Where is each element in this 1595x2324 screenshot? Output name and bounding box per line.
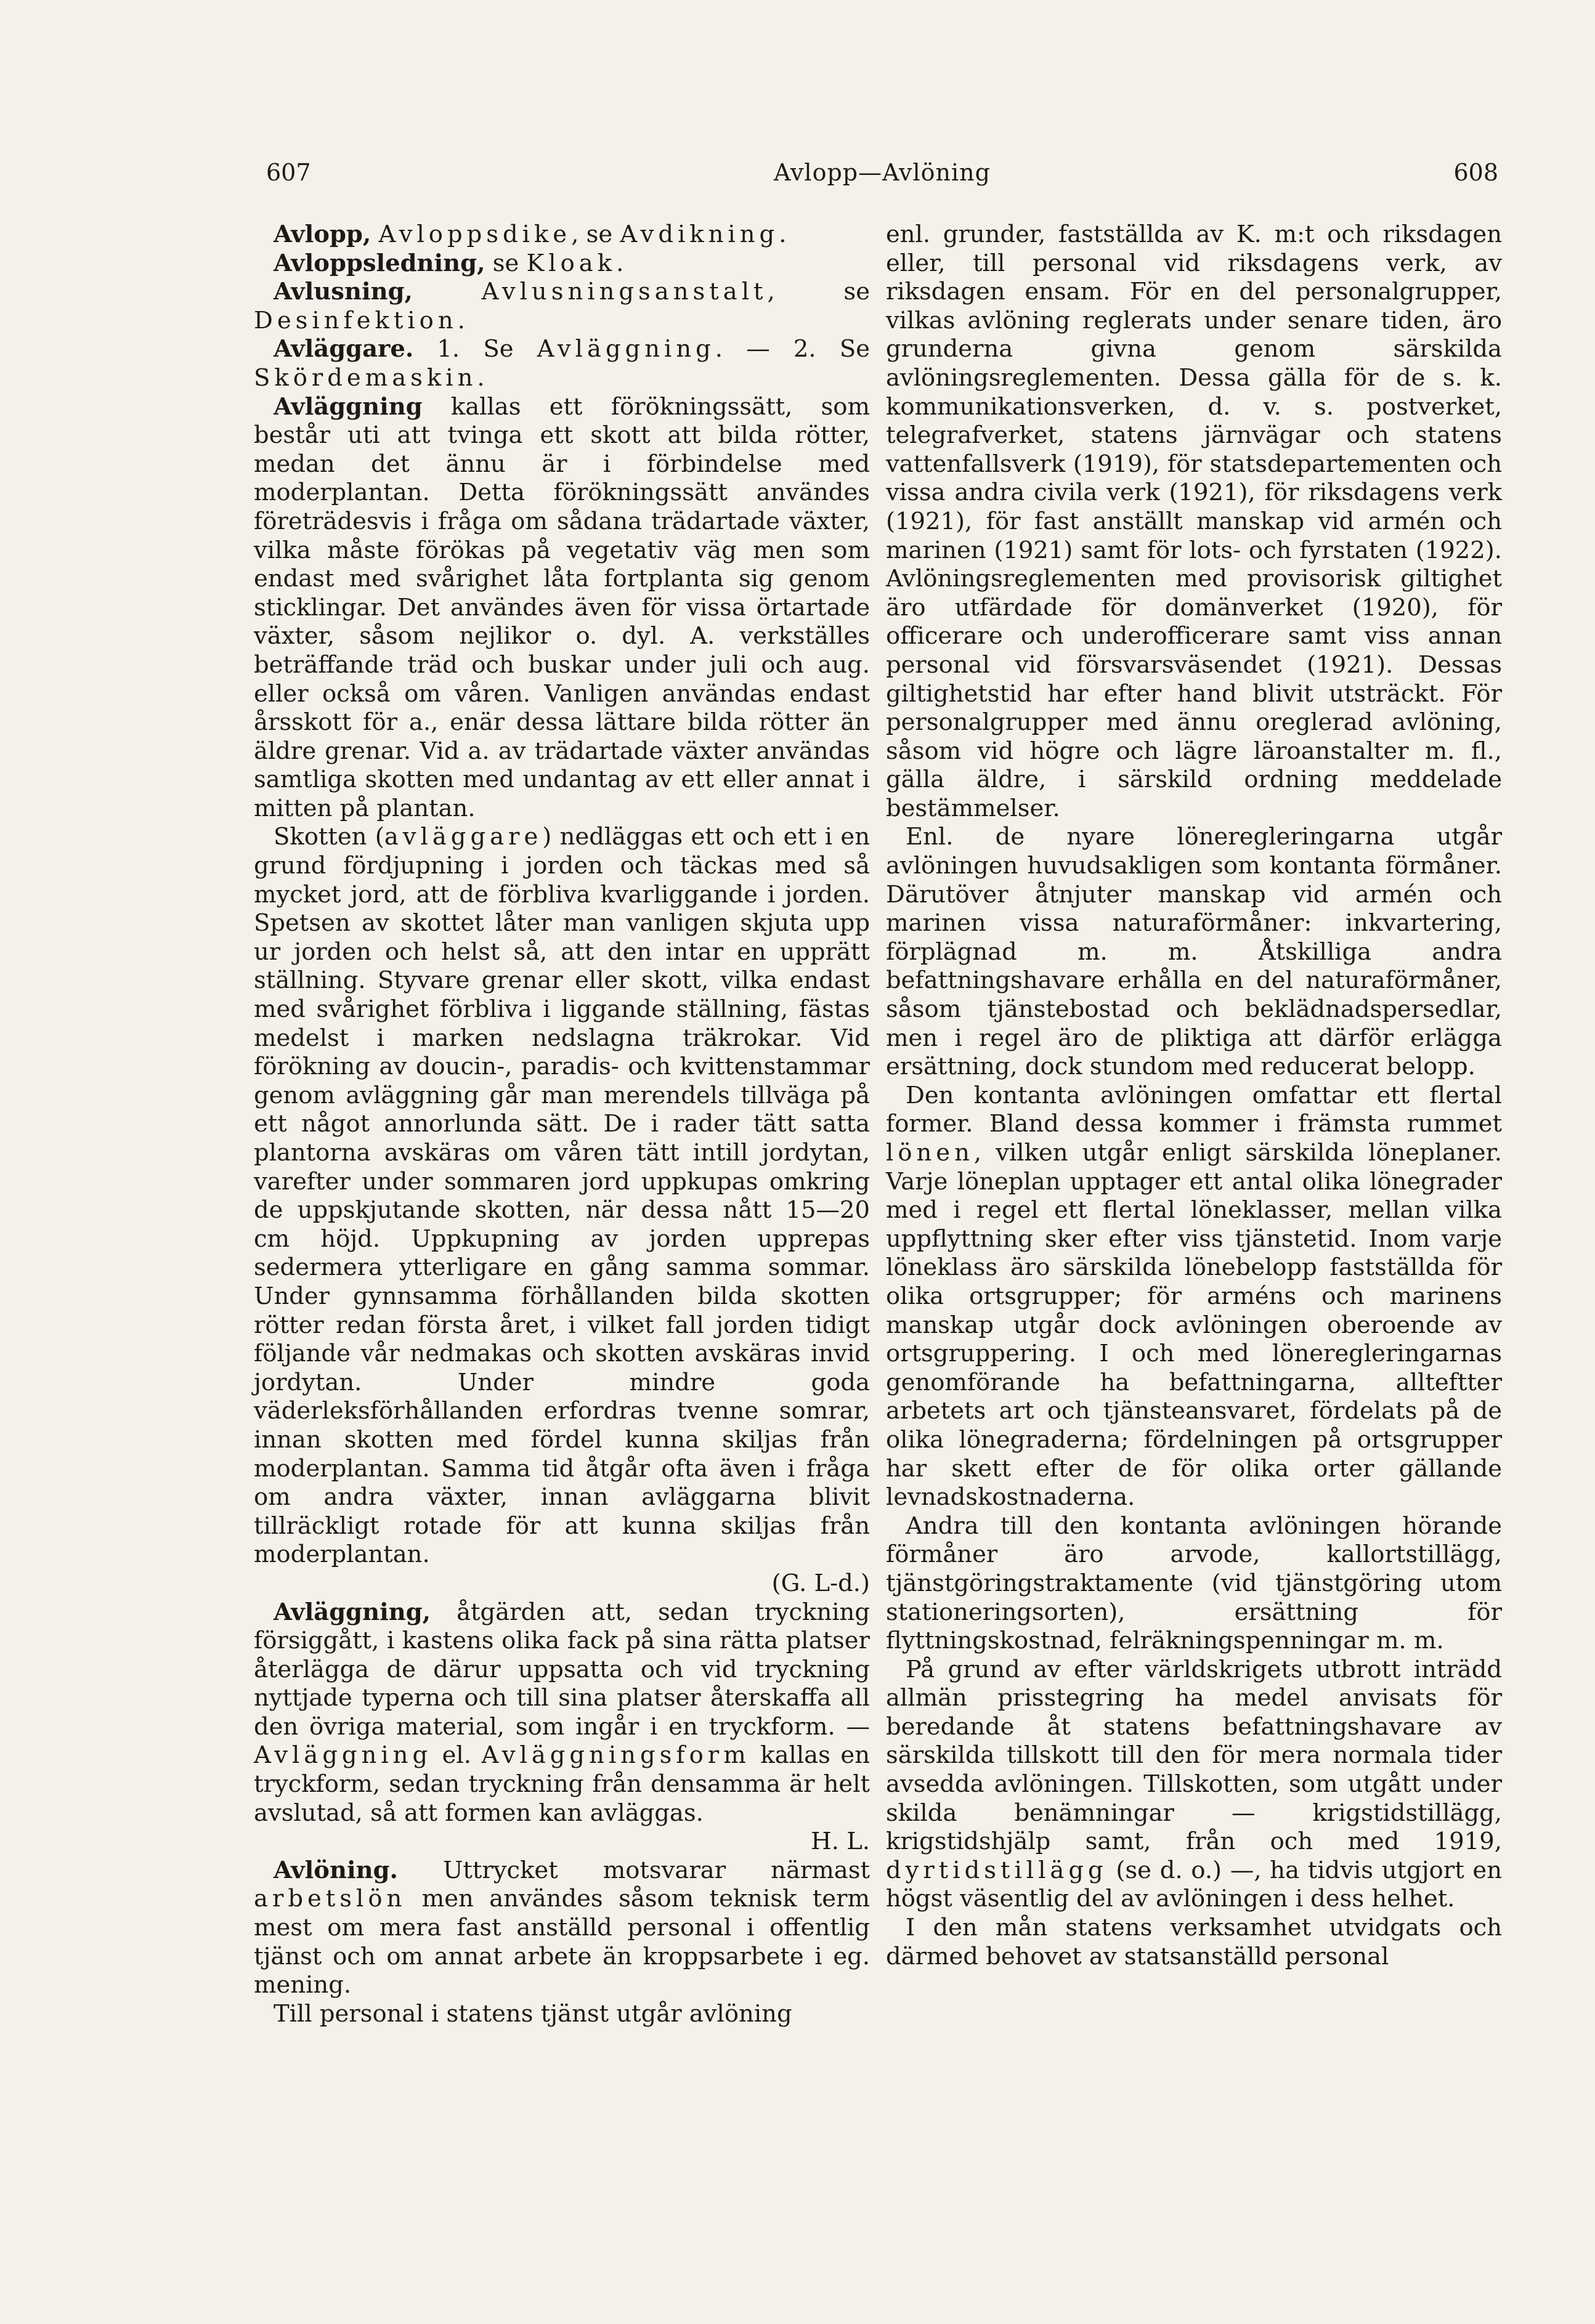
entry-avlusning (254, 278, 870, 335)
entry-text: kallas en tryckform, sedan tryckning från densamma är helt avslutad, så att formen kan avläggas. (254, 1741, 870, 1827)
paragraph: Till personal i statens tjänst utgår avlöning (274, 1999, 792, 2028)
term-spaced: avläggare (384, 823, 543, 851)
entry-text: el. (432, 1741, 482, 1770)
entry-avloppsledning (254, 249, 870, 278)
page-number-left: 607 (266, 159, 311, 186)
entry-avloning (254, 1856, 870, 2000)
cross-reference: Avläggning (254, 1741, 432, 1770)
term-spaced: arbetslön (254, 1885, 407, 1913)
entry-text: ) nedläggas ett och ett i en grund fördjupning i jorden och täckas med så mycket jord, att de förbliva kvarliggande i jorden. Spetsen av skottet låter man vanligen skjuta upp ur jorden och helst så, att den intar en upprätt ställning. Styvare grenar eller skott, vilka endast med svårighet förbliva i liggande ställning, fästas medelst i marken nedslagna träkrokar. Vid förökning av doucin-, paradis- och kvittenstammar genom avläggning går man merendels tillväga på ett något annorlunda sätt. De i rader tätt satta plantorna avskäras om våren tätt intill jordytan, varefter under sommaren jord uppkupas omkring de uppskjutande skotten, när dessa nått 15—20 cm höjd. Uppkupning av jorden upprepas sedermera ytterligare en gång samma sommar. Under gynnsamma förhållanden bilda skotten rötter redan första året, i vilket fall jorden tidigt följande vår nedmakas och skotten avskäras invid jordytan. Under mindre goda väderleksförhållanden erfordras tvenne somrar, innan skotten med fördel kunna skiljas från moderplantan. Samma tid åtgår ofta även i fråga om andra växter, innan avläggarna blivit tillräckligt rotade för att kunna skiljas från moderplantan. (254, 823, 870, 1569)
paragraph: enl. grunder, fastställda av K. m:t och riksdagen eller, till personal vid riksdagens verk, av riksdagen ensam. För en del personalgrupper, vilkas avlöning reglerats under senare tiden, äro grunderna givna genom särskilda avlöningsreglementen. Dessa gälla för de s. k. kommunikationsverken, d. v. s. postverket, telegrafverket, statens järnvägar och statens vattenfallsverk (1919), för statsdepartementen och vissa andra civila verk (1921), för riksdagens verk (1921), för fast anställt manskap vid armén och marinen (1921) samt för lots- och fyrstaten (1922). Avlöningsreglementen med provisorisk giltighet äro utfärdade för domänverket (1920), för officerare och underofficerare samt viss annan personal vid försvarsväsendet (1921). Dessas giltighetstid har efter hand blivit utsträckt. För personalgrupper med ännu oreglerad avlöning, såsom vid högre och lägre läroanstalter m. fl., gälla äldre, i särskild ordning meddelade bestämmelser. (886, 221, 1502, 822)
entry-text: . (477, 363, 485, 392)
right-column (886, 221, 1502, 1971)
cross-reference: Desinfektion (254, 306, 458, 334)
paragraph: Enl. de nyare löneregleringarna utgår avlöningen huvudsakligen som kontanta förmåner. Därutöver åtnjuter manskap vid armén och marinen vissa naturaförmåner: inkvartering, förplägnad m. m. Åtskilliga andra befattningshavare erhålla en del naturaförmåner, såsom tjänstebostad och beklädnadspersedlar, men i regel äro de pliktiga att därför erlägga ersättning, dock stundom med reducerat belopp. (886, 823, 1502, 1081)
entry-avlopp (254, 221, 870, 249)
headword: Avläggare. (274, 335, 414, 363)
entry-text: , vilken utgår enligt särskilda löneplaner. Varje löneplan upptager ett antal olika lönegrader med i regel ett flertal löneklasser, mellan vilka uppflyttning sker efter viss tjänstetid. Inom varje löneklass äro särskilda lönebelopp fastställda för olika ortsgrupper; för arméns och marinens manskap utgår dock avlöningen oberoende av ortsgruppering. I och med löneregleringarnas genomförande ha befattningarna, allteftter arbetets art och tjänsteansvaret, fördelats på de olika lönegraderna; fördelningen på ortsgrupper har skett efter de för olika orter gällande levnadskostnaderna. (886, 1139, 1502, 1512)
entry-text: . (779, 221, 787, 248)
cross-reference: Avloppsdike (378, 221, 572, 248)
paragraph (254, 823, 870, 1569)
entry-text: 1. Se (413, 335, 537, 363)
headword: Avlopp, (274, 221, 371, 248)
paragraph (886, 1656, 1502, 1914)
entry-text: kallas ett förökningssätt, som består uti att tvinga ett skott att bilda rötter, medan det ännu är i förbindelse med moderplantan. Detta förökningssätt användes företrädesvis i fråga om sådana trädartade växter, vilka måste förökas på vegetativ väg men som endast med svårighet låta fortplanta sig genom sticklingar. Det användes även för vissa örtartade växter, såsom nejlikor o. dyl. A. verkställes beträffande träd och buskar under juli och aug. eller också om våren. Vanligen användas endast årsskott för a., enär dessa lättare bilda rötter än äldre grenar. Vid a. av trädartade växter användas samtliga skotten med undantag av ett eller annat i mitten på plantan. (254, 392, 870, 822)
entry-text: men användes såsom teknisk term mest om mera fast anställd personal i offentlig tjänst och om annat arbete än kroppsarbete i eg. mening. (254, 1885, 870, 1999)
headword: Avläggning (274, 392, 423, 421)
headword: Avlusning, (274, 278, 413, 306)
paragraph: I den mån statens verksamhet utvidgats och därmed behovet av statsanställd personal (886, 1914, 1502, 1970)
entry-text: Uttrycket motsvarar närmast (397, 1856, 870, 1884)
headword: Avloppsledning, (274, 249, 485, 277)
term-spaced: dyrtidstillägg (886, 1856, 1108, 1884)
page-header (266, 159, 1498, 196)
entry-avlaggning-printing (254, 1598, 870, 1828)
entry-text: . (616, 249, 624, 277)
cross-reference: Avlusningsanstalt (481, 278, 768, 306)
entry-text: . (457, 306, 465, 334)
entry-text: På grund av efter världskrigets utbrott inträdd allmän prisstegring ha medel anvisats för beredande åt statens befattningshavare av särskilda tillskott till den för mera normala tider avsedda avlöningen. Tillskotten, som utgått under skilda benämningar — krigstidstillägg, krigstidshjälp samt, från och med 1919, (886, 1655, 1502, 1856)
entry-text: , se (767, 278, 870, 306)
term-spaced: lönen (886, 1139, 974, 1167)
entry-avlaggning-botany (254, 393, 870, 824)
cross-reference: Avdikning (620, 221, 779, 248)
left-column (254, 221, 870, 2028)
headword: Avläggning, (274, 1598, 431, 1626)
paragraph (886, 1082, 1502, 1512)
author-signature: (G. L-d.) (771, 1569, 870, 1597)
entry-text: se (485, 249, 527, 277)
cross-reference: Kloak (526, 249, 617, 277)
cross-reference: Skördemaskin (254, 363, 477, 392)
entry-text: (se d. o.) —, ha tidvis utgjort en högst väsentlig del av avlöningen i dess helhet. (886, 1856, 1502, 1913)
entry-avlaggare (254, 335, 870, 392)
entry-text: Skotten ( (274, 823, 384, 851)
page-number-right: 608 (1453, 159, 1498, 186)
cross-reference: Avläggning (537, 335, 715, 363)
running-title: Avlopp—Avlöning (774, 159, 991, 186)
entry-text: , se (571, 221, 620, 248)
entry-text: Den kontanta avlöningen omfattar ett flertal former. Bland dessa kommer i främsta rummet (886, 1081, 1502, 1138)
author-signature: H. L. (811, 1828, 870, 1856)
entry-text: . — 2. Se (715, 335, 870, 363)
entry-text: åtgärden att, sedan tryckning försiggått, i kastens olika fack på sina rätta platser återlägga de därur uppsatta och vid tryckning nyttjade typerna och till sina platser återskaffa all den övriga material, som ingår i en tryckform. — (254, 1598, 870, 1741)
paragraph: Andra till den kontanta avlöningen hörande förmåner äro arvode, kallortstillägg, tjänstgöringstraktamente (vid tjänstgöring utom stationeringsorten), ersättning för flyttningskostnad, felräkningspenningar m. m. (886, 1512, 1502, 1655)
cross-reference: Avläggningsform (481, 1741, 750, 1770)
headword: Avlöning. (274, 1856, 398, 1884)
